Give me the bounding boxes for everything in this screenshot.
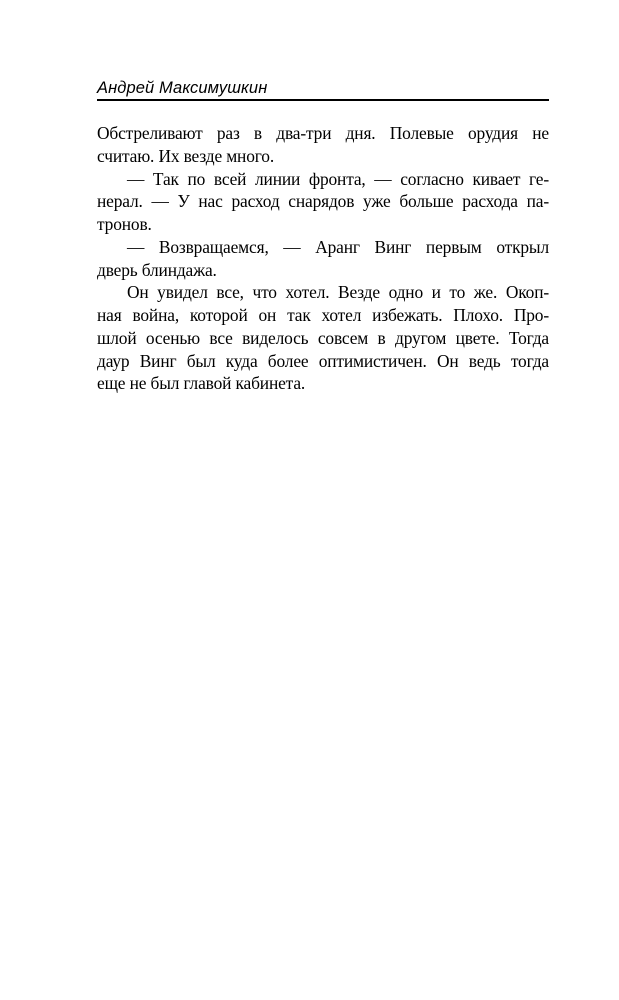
body-text (97, 122, 549, 395)
text-line: нерал. — У нас расход снарядов уже больше расхода па- (97, 191, 549, 212)
text-line: Обстреливают раз в два-три дня. Полевые орудия не (97, 123, 549, 143)
text-line: ная война, которой он так хотел избежать. Плохо. Про- (97, 305, 549, 325)
text-line: даур Винг был куда более оптимистичен. Он ведь тогда (97, 350, 549, 371)
header-rule (97, 99, 549, 101)
running-head-author: Андрей Максимушкин (97, 79, 268, 97)
text-line: — Так по всей линии фронта, — согласно кивает ге- (127, 168, 549, 189)
text-line: еще не был главой кабинета. (97, 373, 306, 394)
text-line: — Возвращаемся, — Аранг Винг первым открыл (127, 236, 549, 257)
text-line: дверь блиндажа. (97, 259, 217, 280)
text-line: Он увидел все, что хотел. Везде одно и то же. Окоп- (127, 282, 549, 303)
text-line: шлой осенью все виделось совсем в другом цвете. Тогда (97, 327, 549, 348)
text-line: считаю. Их везде много. (97, 145, 275, 166)
text-line: тронов. (97, 214, 152, 234)
